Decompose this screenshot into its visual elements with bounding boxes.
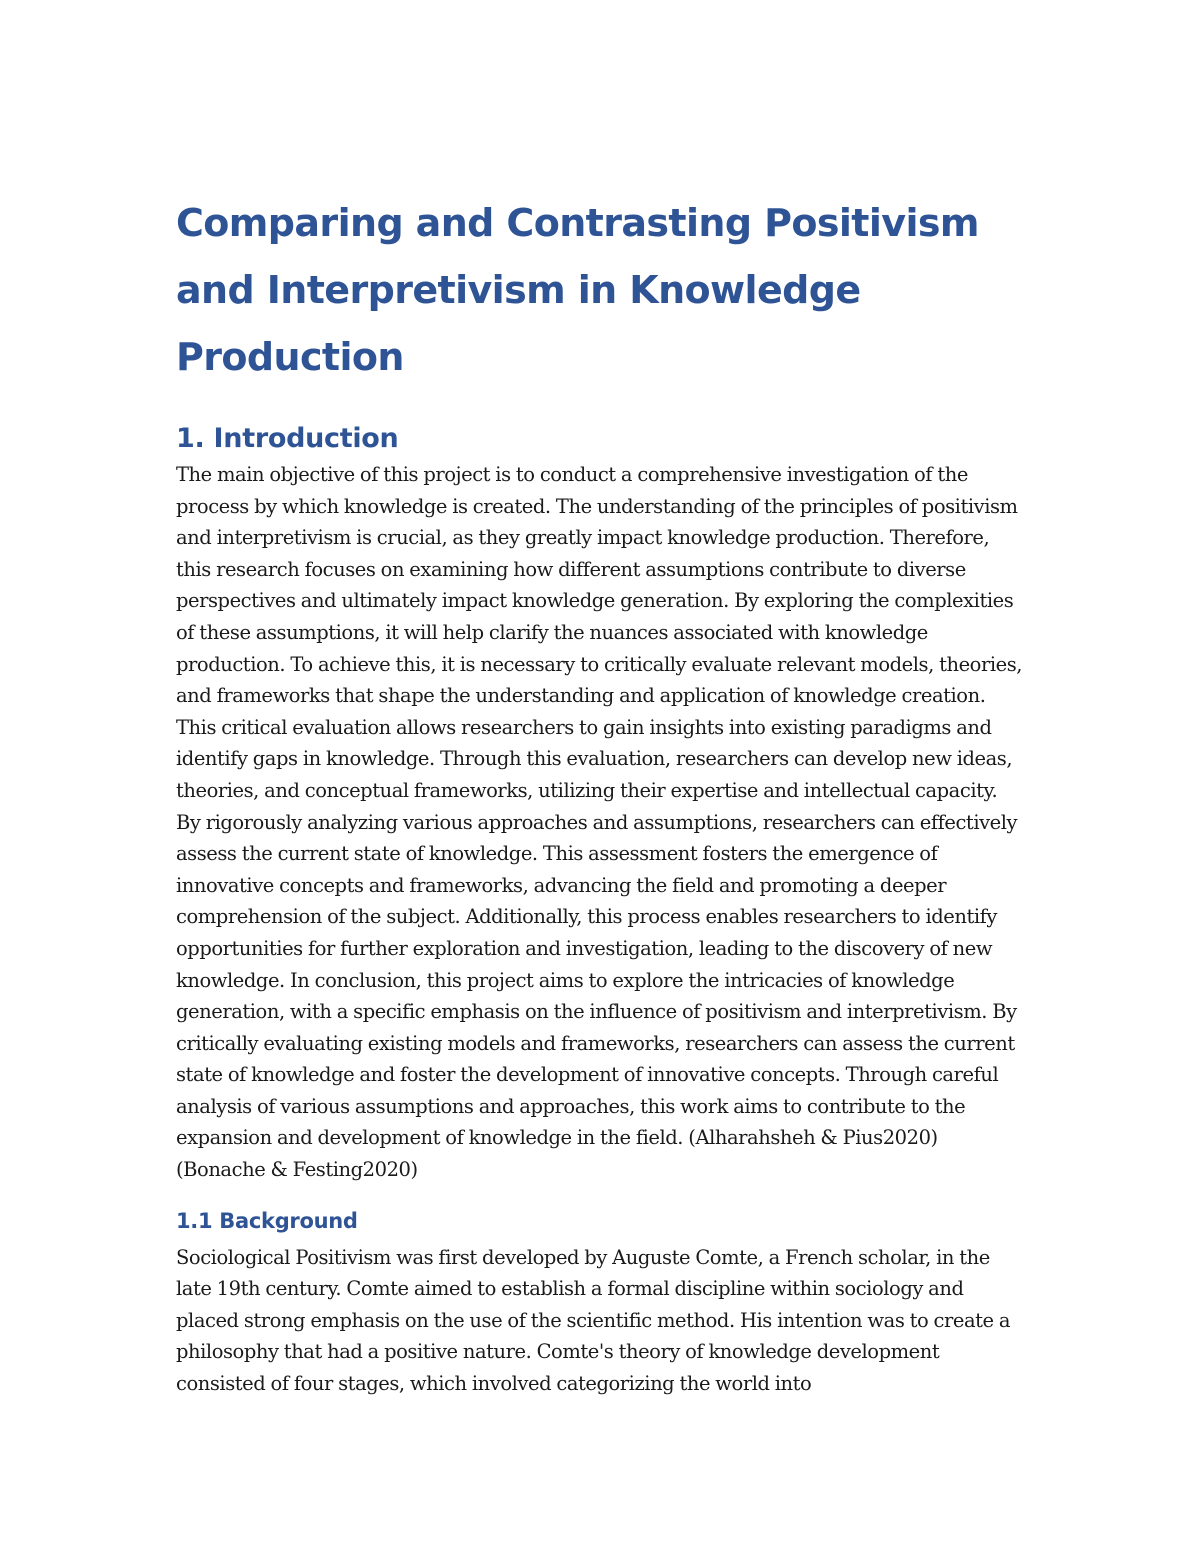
introduction-paragraph: The main objective of this project is to conduct a comprehensive investigation of the process by which knowledge is created. The understanding of the principles of positivism and interpretivism is crucial, as they greatly impact knowledge production. Therefore, this research focuses on examining how different assumptions contribute to diverse perspectives and ultimately impact knowledge generation. By exploring the complexities of these assumptions, it will help clarify the nuances associated with knowledge production. To achieve this, it is necessary to critically evaluate relevant models, theories, and frameworks that shape the understanding and application of knowledge creation. This critical evaluation allows researchers to gain insights into existing paradigms and identify gaps in knowledge. Through this evaluation, researchers can develop new ideas, theories, and conceptual frameworks, utilizing their expertise and intellectual capacity. By rigorously analyzing various approaches and assumptions, researchers can effectively assess the current state of knowledge. This assessment fosters the emergence of innovative concepts and frameworks, advancing the field and promoting a deeper comprehension of the subject. Additionally, this process enables researchers to identify opportunities for further exploration and investigation, leading to the discovery of new knowledge. In conclusion, this project aims to explore the intricacies of knowledge generation, with a specific emphasis on the influence of positivism and interpretivism. By critically evaluating existing models and frameworks, researchers can assess the current state of knowledge and foster the development of innovative concepts. Through careful analysis of various assumptions and approaches, this work aims to contribute to the expansion and development of knowledge in the field. (Alharahsheh & Pius2020) (Bonache & Festing2020) — [176, 463, 1023, 1182]
document-title: Comparing and Contrasting Positivism and Interpretivism in Knowledge Production — [176, 201, 979, 379]
section-heading-introduction: 1. Introduction — [176, 423, 399, 454]
section-heading-background: 1.1 Background — [176, 1208, 358, 1233]
document-body — [176, 190, 1026, 1400]
background-paragraph: Sociological Positivism was first developed by Auguste Comte, a French scholar, in the late 19th century. Comte aimed to establish a formal discipline within sociology and placed strong emphasis on the use of the scientific method. His intention was to create a philosophy that had a positive nature. Comte's theory of knowledge development consisted of four stages, which involved categorizing the world into — [176, 1245, 1011, 1396]
